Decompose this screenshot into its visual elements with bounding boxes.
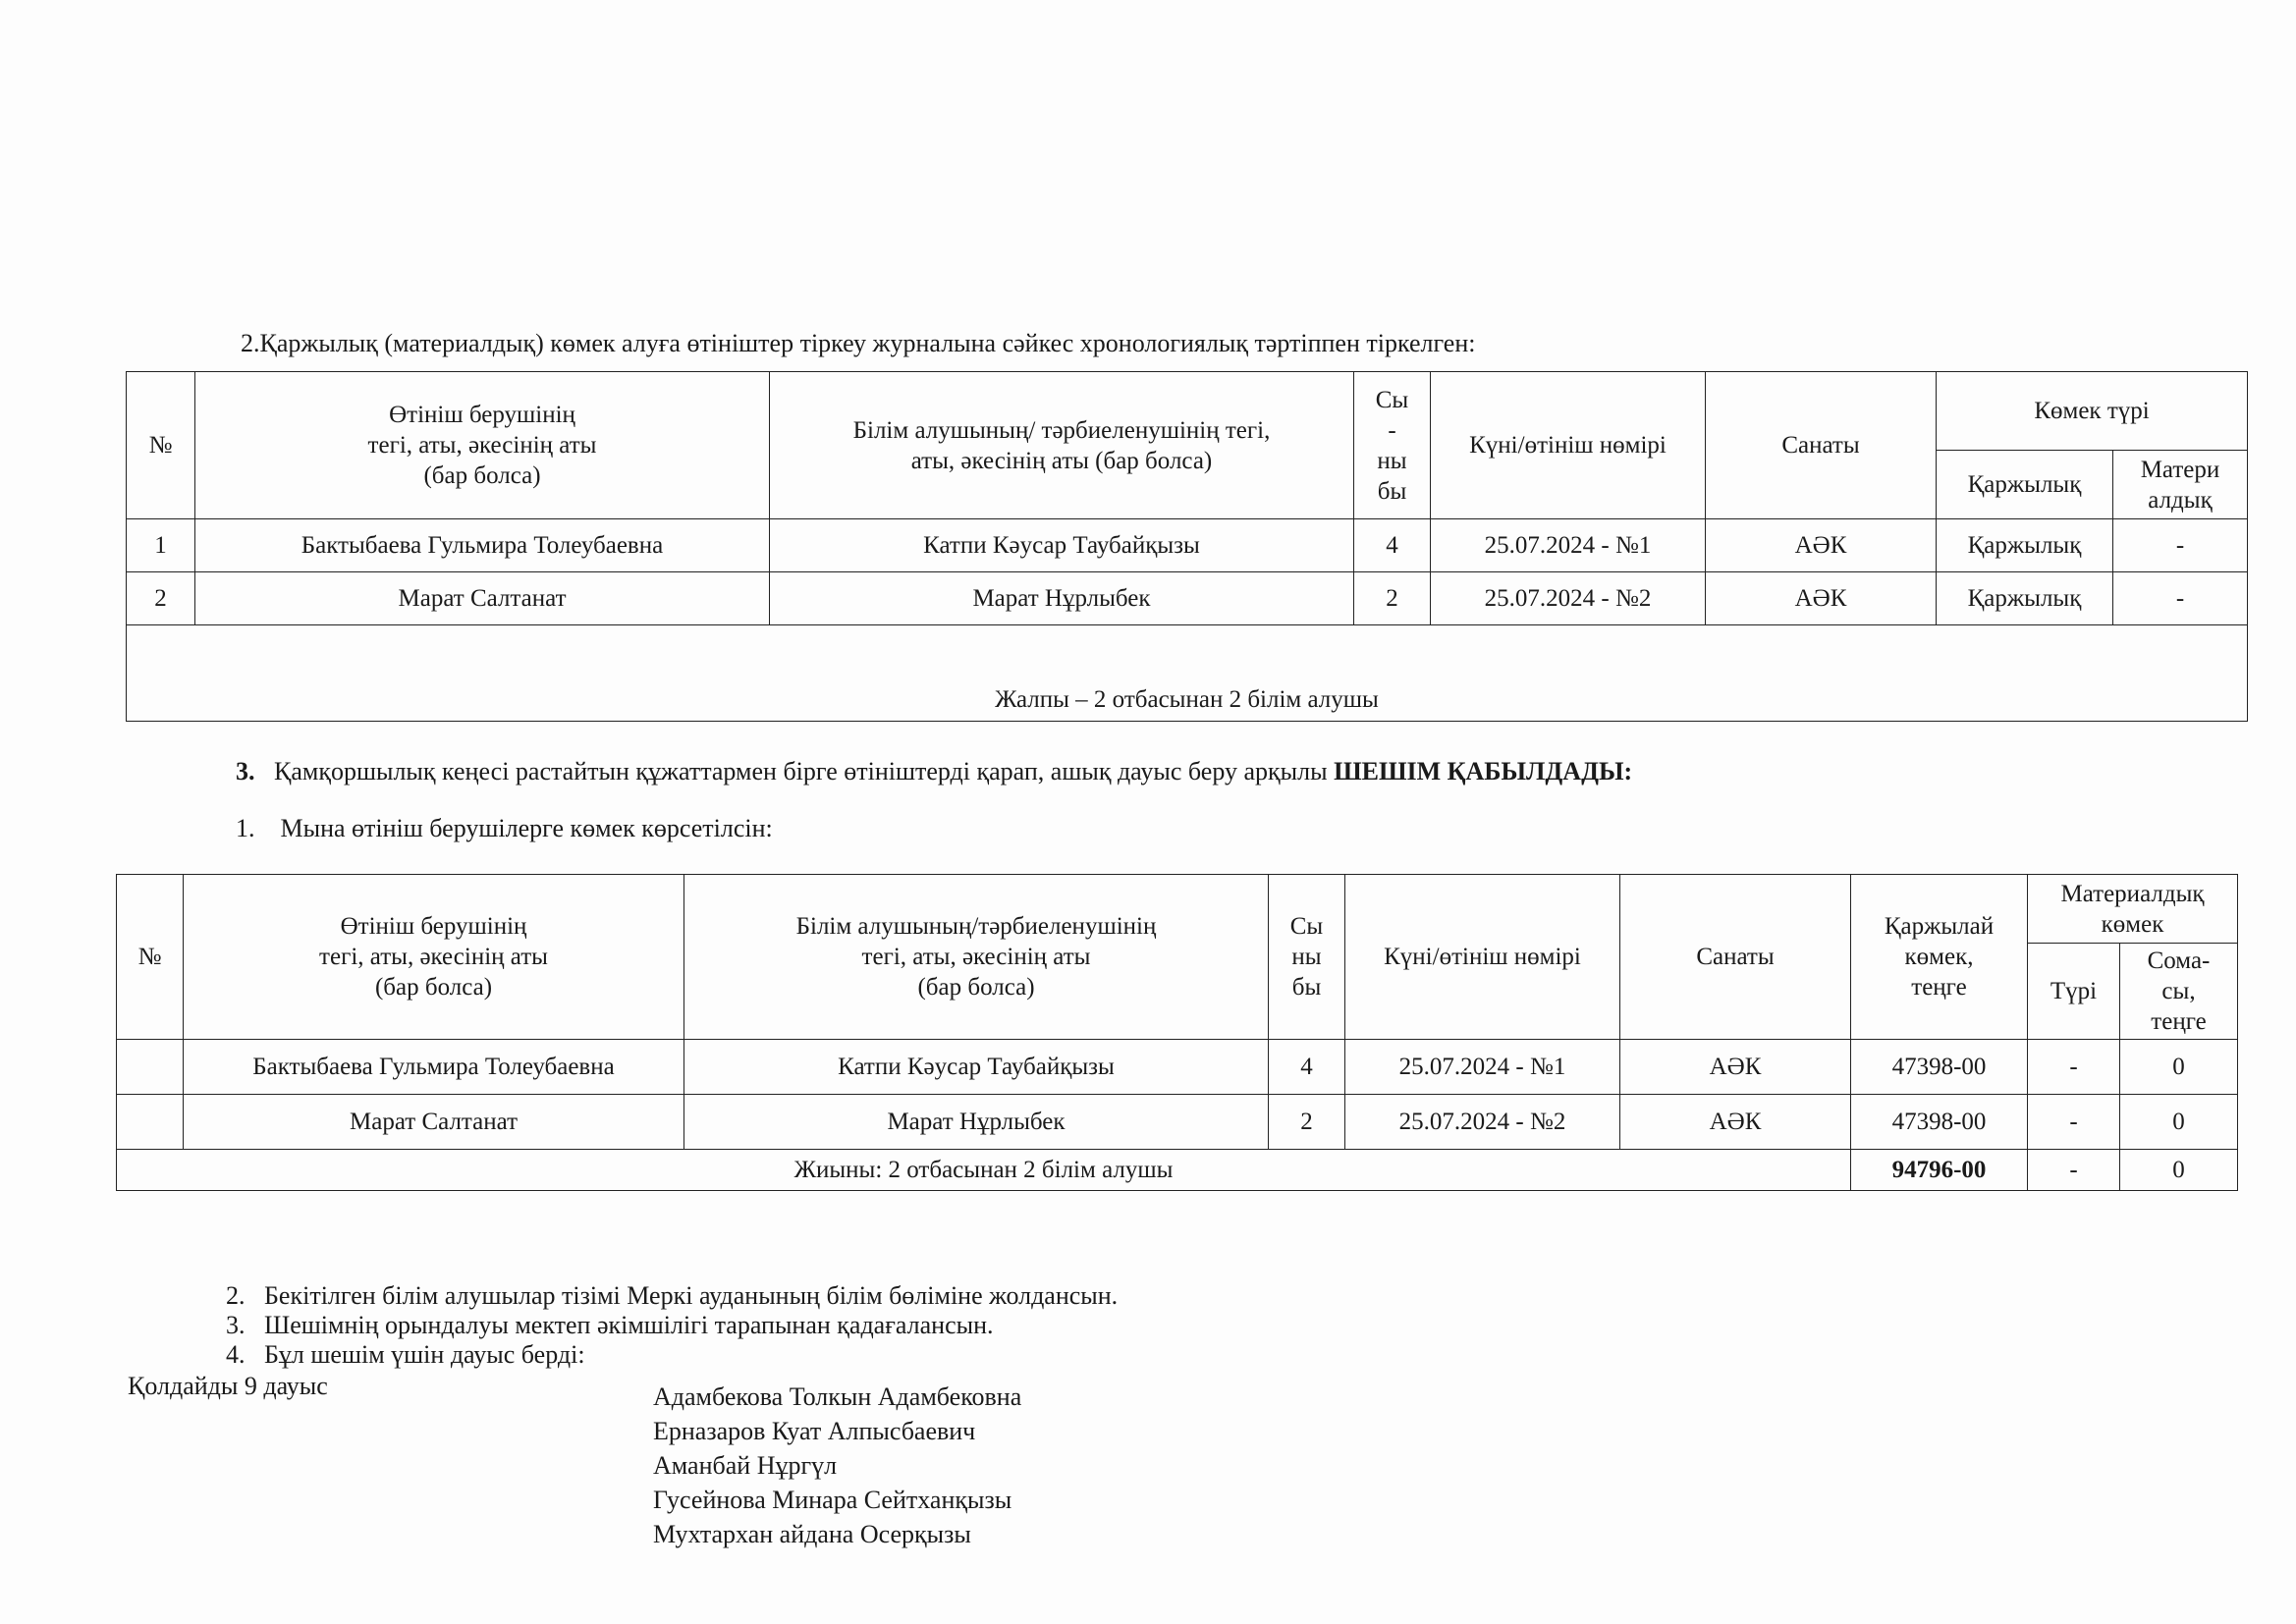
header-count: Сы - ны бы (1354, 372, 1431, 519)
header-material: Материалдық көмек (2028, 875, 2238, 944)
cell-student: Катпи Кәусар Таубайқызы (684, 1040, 1269, 1095)
cell-count: 4 (1354, 519, 1431, 572)
cell-financial: 47398-00 (1851, 1095, 2028, 1150)
cell-type: - (2028, 1040, 2120, 1095)
header-count: Сы ны бы (1269, 875, 1345, 1040)
cell-applicant: Марат Салтанат (184, 1095, 684, 1150)
list-item: 2. Бекітілген білім алушылар тізімі Меркі ауданының білім бөліміне жолдансын. (226, 1281, 1119, 1310)
section2-title: 2.Қаржылық (материалдық) көмек алуға өтініштер тіркеу журналына сәйкес хронологиялық тәртіппен тіркелген: (241, 329, 1476, 357)
header-category: Санаты (1706, 372, 1937, 519)
votes-label: Қолдайды 9 дауыс (128, 1372, 328, 1400)
cell-financial: 47398-00 (1851, 1040, 2028, 1095)
header-student: Білім алушының/тәрбиеленушінің тегі, аты, әкесінің аты (бар болса) (684, 875, 1269, 1040)
table-row (127, 572, 2248, 625)
cell-num (117, 1040, 184, 1095)
cell-category: АӘК (1706, 572, 1937, 625)
table-total: Жалпы – 2 отбасынан 2 білім алушы (127, 625, 2248, 722)
cell-count: 2 (1354, 572, 1431, 625)
cell-student: Марат Нұрлыбек (684, 1095, 1269, 1150)
header-num: № (127, 372, 195, 519)
voters-list (653, 1380, 1021, 1551)
decision-list (226, 1281, 1118, 1370)
cell-date: 25.07.2024 - №2 (1345, 1095, 1620, 1150)
cell-category: АӘК (1706, 519, 1937, 572)
cell-count: 2 (1269, 1095, 1345, 1150)
header-student: Білім алушының/ тәрбиеленушінің тегі, аты, әкесінің аты (бар болса) (770, 372, 1354, 519)
voter-name: Адамбекова Толкын Адамбековна (653, 1382, 1022, 1411)
cell-date: 25.07.2024 - №1 (1345, 1040, 1620, 1095)
table-row (117, 1040, 2238, 1095)
cell-type: - (2028, 1095, 2120, 1150)
cell-financial: Қаржылық (1937, 572, 2113, 625)
aid-table (116, 874, 2238, 1191)
cell-num: 1 (127, 519, 195, 572)
section3-item1: 1. Мына өтініш берушілерге көмек көрсетілсін: (236, 814, 773, 842)
header-date: Күні/өтініш нөмірі (1345, 875, 1620, 1040)
cell-date: 25.07.2024 - №2 (1431, 572, 1706, 625)
header-date: Күні/өтініш нөмірі (1431, 372, 1706, 519)
voter-name: Аманбай Нұргүл (653, 1451, 838, 1480)
cell-financial: Қаржылық (1937, 519, 2113, 572)
cell-student: Катпи Кәусар Таубайқызы (770, 519, 1354, 572)
voter-name: Гусейнова Минара Сейтханқызы (653, 1486, 1012, 1514)
total-sum: 0 (2120, 1150, 2238, 1191)
cell-num: 2 (127, 572, 195, 625)
cell-applicant: Бактыбаева Гульмира Толеубаевна (184, 1040, 684, 1095)
cell-count: 4 (1269, 1040, 1345, 1095)
header-applicant: Өтініш берушінің тегі, аты, әкесінің аты (бар болса) (184, 875, 684, 1040)
list-item: 3. Шешімнің орындалуы мектеп әкімшілігі тарапынан қадағалансын. (226, 1311, 994, 1339)
cell-applicant: Бактыбаева Гульмира Толеубаевна (195, 519, 770, 572)
voter-name: Ерназаров Куат Алпысбаевич (653, 1417, 976, 1445)
table-row (127, 519, 2248, 572)
cell-category: АӘК (1620, 1095, 1851, 1150)
header-financial: Қаржылай көмек, теңге (1851, 875, 2028, 1040)
header-aid-type: Көмек түрі (1937, 372, 2248, 451)
header-sum: Сома- сы, теңге (2120, 944, 2238, 1040)
cell-date: 25.07.2024 - №1 (1431, 519, 1706, 572)
cell-applicant: Марат Салтанат (195, 572, 770, 625)
cell-material: - (2113, 519, 2248, 572)
table-total-row (117, 1150, 2238, 1191)
header-applicant: Өтініш берушінің тегі, аты, әкесінің аты (бар болса) (195, 372, 770, 519)
header-financial: Қаржылық (1937, 451, 2113, 519)
total-label: Жиыны: 2 отбасынан 2 білім алушы (117, 1150, 1851, 1191)
cell-num (117, 1095, 184, 1150)
cell-material: - (2113, 572, 2248, 625)
section3-decision: 3. Қамқоршылық кеңесі растайтын құжаттармен бірге өтініштерді қарап, ашық дауыс беру арқылы ШЕШІМ ҚАБЫЛДАДЫ: (236, 757, 1633, 785)
total-financial: 94796-00 (1851, 1150, 2028, 1191)
voter-name: Мухтархан айдана Осерқызы (653, 1520, 971, 1548)
cell-sum: 0 (2120, 1095, 2238, 1150)
header-num: № (117, 875, 184, 1040)
table-row (117, 1095, 2238, 1150)
total-type: - (2028, 1150, 2120, 1191)
header-type: Түрі (2028, 944, 2120, 1040)
cell-sum: 0 (2120, 1040, 2238, 1095)
registration-table (126, 371, 2248, 722)
header-category: Санаты (1620, 875, 1851, 1040)
cell-category: АӘК (1620, 1040, 1851, 1095)
list-item: 4. Бұл шешім үшін дауыс берді: (226, 1340, 585, 1369)
cell-student: Марат Нұрлыбек (770, 572, 1354, 625)
header-material: Матери алдық (2113, 451, 2248, 519)
